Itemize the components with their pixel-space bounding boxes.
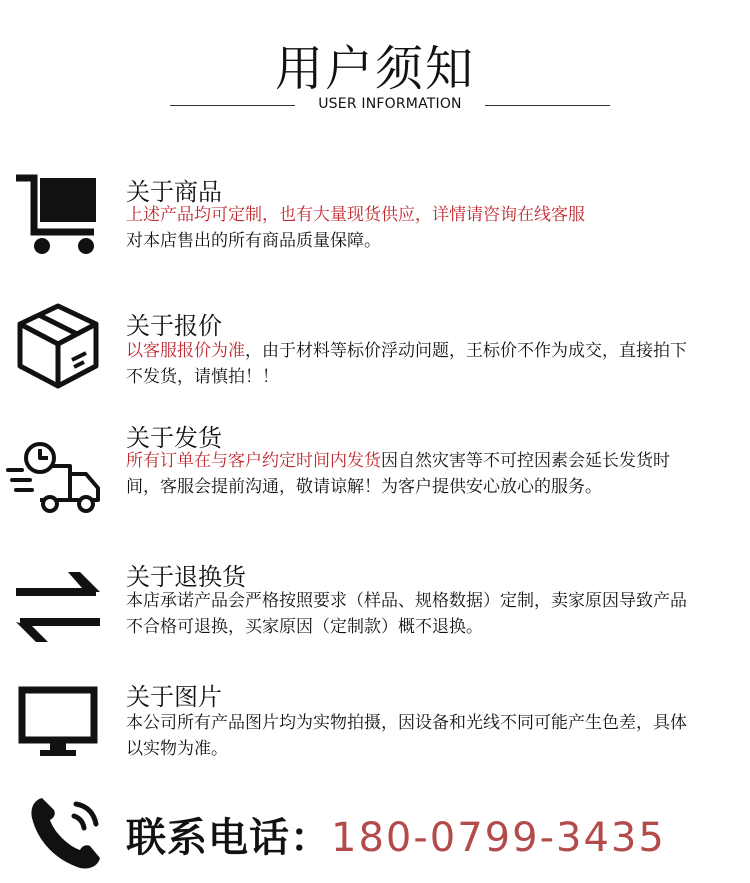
divider-right [485,105,610,106]
contact-phone[interactable]: 180-0799-3435 [331,815,666,861]
section-body [126,710,701,762]
section-body [126,338,701,390]
box-icon [12,300,104,392]
section-heading: 关于报价 [126,312,222,340]
phone-icon [28,792,108,872]
section-body [126,588,701,640]
section-heading: 关于退换货 [126,563,246,591]
page-subtitle: USER INFORMATION [318,96,462,112]
section-heading: 关于发货 [126,424,222,452]
highlight-text: 所有订单在与客户约定时间内发货 [126,451,381,471]
contact-label: 联系电话： [126,815,331,861]
body-text: 本公司所有产品图片均为实物拍摄，因设备和光线不同可能产生色差，具体以实物为准。 [126,713,687,759]
subtitle-row [0,96,750,116]
monitor-icon [12,680,104,772]
body-text: 对本店售出的所有商品质量保障。 [126,231,381,251]
highlight-text: 上述产品均可定制，也有大量现货供应，详情请咨询在线客服 [126,205,585,225]
body-text: ，由于材料等标价浮动问题，王标价不作为成交，直接拍下不发货，请慎拍！！ [126,341,687,387]
page-title: 用户须知 [274,41,475,97]
section-body [126,202,701,254]
body-text: 因自然灾害等不可控因素会延长发货时间，客服会提前沟通，敬请谅解！为客户提供安心放心的服务。 [126,451,670,497]
highlight-text: 以客服报价为准 [126,341,245,361]
divider-left [170,105,295,106]
contact-line [126,812,666,864]
section-heading: 关于图片 [126,683,222,711]
section-heading: 关于商品 [126,178,222,206]
section-body [126,448,701,500]
body-text: 本店承诺产品会严格按照要求（样品、规格数据）定制，卖家原因导致产品不合格可退换，买家原因（定制款）概不退换。 [126,591,687,637]
delivery-truck-icon [6,436,106,528]
exchange-arrows-icon [12,562,104,654]
cart-icon [12,168,104,260]
